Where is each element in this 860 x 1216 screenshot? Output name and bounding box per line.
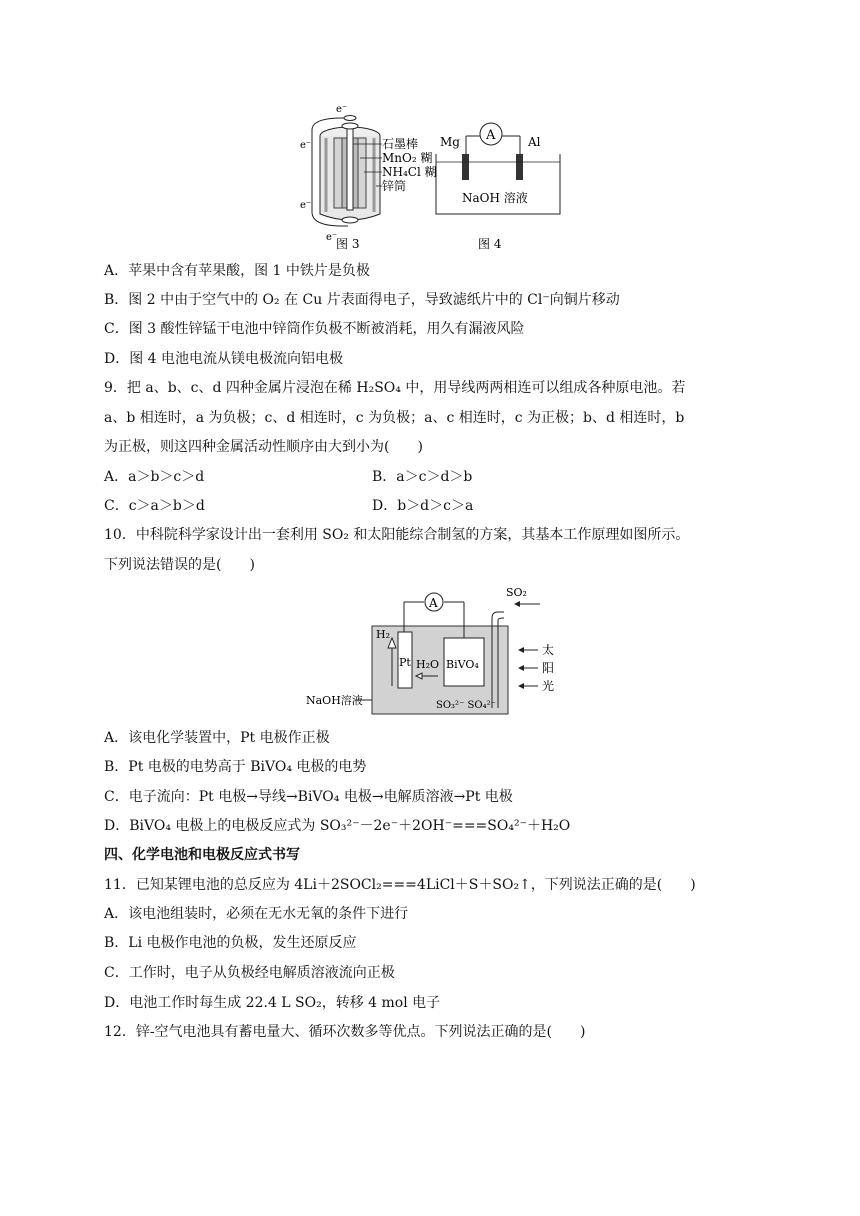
section-4-heading: 四、化学电池和电极反应式书写 (104, 847, 300, 863)
label-naoh-solution: NaOH 溶液 (462, 191, 528, 205)
label-pt: Pt (399, 656, 411, 669)
label-electron-bottom: e⁻ (326, 232, 338, 243)
q10-stem-1: 10．中科院科学家设计出一套利用 SO₂ 和太阳能综合制氢的方案，其基本工作原理如图所示。 (104, 527, 690, 543)
q9-option-a: A．a＞b＞c＞d (104, 469, 205, 485)
q12-stem: 12．锌-空气电池具有蓄电量大、循环次数多等优点。下列说法正确的是( ) (104, 1024, 586, 1040)
label-sun-2: 阳 (542, 661, 555, 675)
label-zinc-can: 锌筒 (382, 179, 407, 193)
q10-stem-2: 下列说法错误的是( ) (104, 557, 255, 573)
figure-4-cell (430, 118, 570, 254)
q9-option-c: C．c＞a＞b＞d (104, 498, 205, 514)
label-nh4cl-paste: NH₄Cl 糊 (382, 165, 437, 179)
q9-stem-3: 为正极，则这四种金属活动性顺序由大到小为( ) (104, 439, 423, 455)
caption-figure-4: 图 4 (478, 237, 502, 251)
q9-stem-1: 9．把 a、b、c、d 四种金属片浸泡在稀 H₂SO₄ 中，用导线两两相连可以组成各种原电池。若 (104, 380, 686, 396)
label-mg: Mg (440, 135, 460, 149)
ammeter-label: A (486, 128, 496, 143)
q8-option-d: D．图 4 电池电流从镁电极流向铝电极 (104, 351, 344, 367)
q11-stem: 11．已知某锂电池的总反应为 4Li＋2SOCl₂===4LiCl＋S＋SO₂↑，下列说法正确的是( ) (104, 877, 696, 893)
label-al: Al (528, 135, 541, 149)
q9-option-d: D．b＞d＞c＞a (372, 498, 474, 514)
label-h2o: H₂O (416, 658, 440, 671)
q8-option-c: C．图 3 酸性锌锰干电池中锌筒作负极不断被消耗，用久有漏液风险 (104, 321, 525, 337)
q10-option-a: A．该电化学装置中，Pt 电极作正极 (104, 730, 330, 746)
q11-option-c: C．工作时，电子从负极经电解质溶液流向正极 (104, 965, 395, 981)
ammeter-label-fig10: A (429, 596, 438, 610)
label-electron-top: e⁻ (336, 104, 348, 115)
label-h2: H₂ (376, 628, 391, 641)
q9-stem-2: a、b 相连时，a 为负极；c、d 相连时，c 为负极；a、c 相连时，c 为正极；b、d 相连时，b (104, 410, 685, 426)
label-sun-1: 太 (542, 643, 555, 657)
q10-option-b: B．Pt 电极的电势高于 BiVO₄ 电极的电势 (104, 759, 367, 775)
q10-option-d: D．BiVO₄ 电极上的电极反应式为 SO₃²⁻－2e⁻＋2OH⁻===SO₄²⁻＋H₂O (104, 818, 571, 834)
q8-option-b: B．图 2 中由于空气中的 O₂ 在 Cu 片表面得电子，导致滤纸片中的 Cl⁻向铜片移动 (104, 292, 620, 308)
q10-option-c: C．电子流向：Pt 电极→导线→BiVO₄ 电极→电解质溶液→Pt 电极 (104, 789, 513, 805)
label-electron-left2: e⁻ (300, 200, 312, 211)
q9-option-b: B．a＞c＞d＞b (372, 469, 473, 485)
figure-3-dry-cell (290, 102, 440, 252)
label-naoh-fig10: NaOH溶液 (306, 694, 363, 707)
q11-option-a: A．该电池组装时，必须在无水无氧的条件下进行 (104, 906, 409, 922)
q8-option-a: A．苹果中含有苹果酸，图 1 中铁片是负极 (104, 263, 370, 279)
label-ions: SO₃²⁻ SO₄²⁻ (436, 700, 496, 711)
label-electron-left: e⁻ (300, 140, 312, 151)
caption-figure-3: 图 3 (336, 237, 360, 251)
label-so2: SO₂ (506, 586, 527, 599)
label-graphite-rod: 石墨棒 (382, 137, 419, 151)
label-mno2-paste: MnO₂ 糊 (382, 151, 433, 165)
q11-option-b: B．Li 电极作电池的负极，发生还原反应 (104, 935, 357, 951)
figure-10-photoelectrochemical-cell (304, 582, 564, 720)
label-bivo4: BiVO₄ (446, 658, 479, 671)
label-sun-3: 光 (542, 679, 555, 693)
q11-option-d: D．电池工作时每生成 22.4 L SO₂，转移 4 mol 电子 (104, 995, 441, 1011)
